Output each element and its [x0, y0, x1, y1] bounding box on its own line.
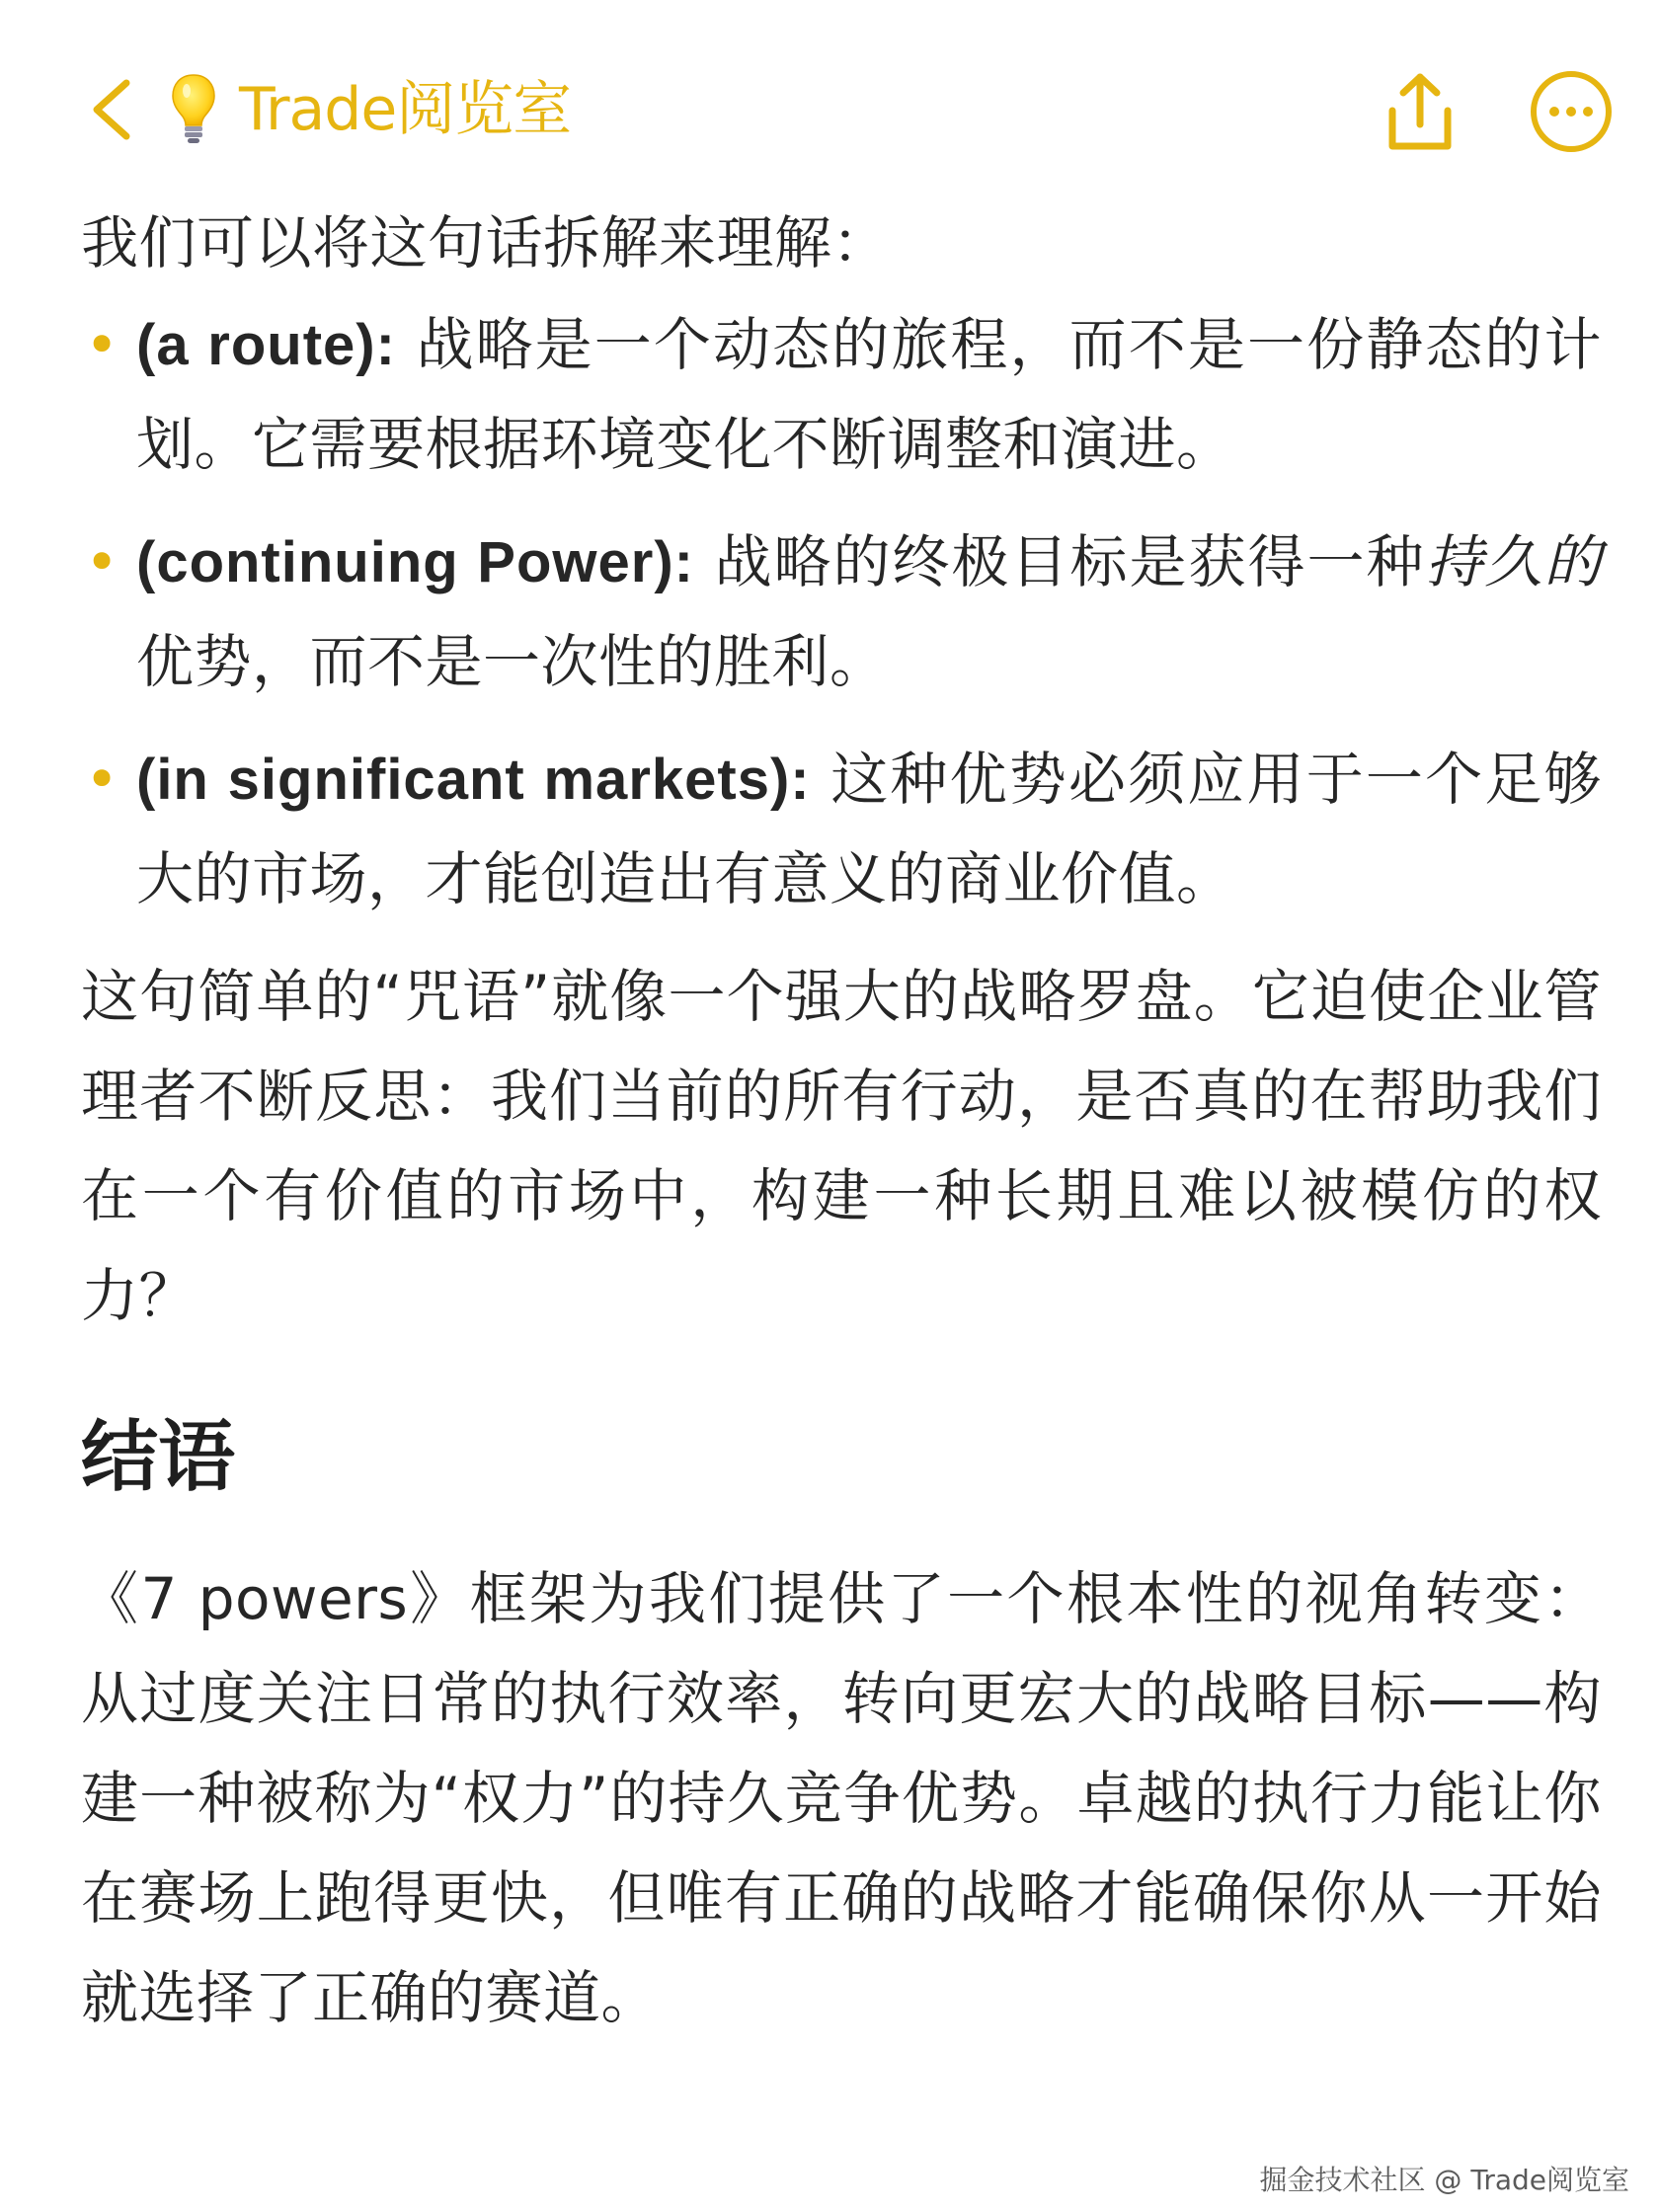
- share-upload-icon[interactable]: [1379, 69, 1462, 154]
- bullet-text: 战略的终极目标是获得一种: [694, 528, 1426, 595]
- bullet-list: [81, 295, 1602, 929]
- summary-paragraph: 这句简单的“咒语”就像一个强大的战略罗盘。它迫使企业管理者不断反思：我们当前的所有行动，是否真的在帮助我们在一个有价值的市场中，构建一种长期且难以被模仿的权力？: [81, 963, 1602, 1329]
- note-header: [0, 0, 1659, 198]
- intro-paragraph: 我们可以将这句话拆解来理解：: [81, 209, 891, 276]
- section-heading: 结语: [81, 1413, 236, 1502]
- bullet-text: 优势，而不是一次性的胜利。: [136, 628, 888, 695]
- bullet-item: [81, 730, 1602, 929]
- lightbulb-icon: [170, 71, 217, 146]
- more-ellipsis-icon[interactable]: [1529, 69, 1614, 154]
- bullet-text: 战略是一个动态的旅程，而不是一份静态的计划。它需要根据环境变化不断调整和演进。: [136, 311, 1602, 478]
- bullet-text: 这种优势必须应用于一个足够大的市场，才能创造出有意义的商业价值。: [136, 746, 1602, 912]
- back-chevron-icon[interactable]: [83, 75, 142, 144]
- bullet-emphasis: 持久的: [1425, 528, 1602, 595]
- notebook-title[interactable]: Trade阅览室: [239, 75, 572, 144]
- bullet-term: (in significant markets):: [136, 748, 811, 812]
- bullet-item: [81, 295, 1602, 495]
- watermark: 掘金技术社区 @ Trade阅览室: [1259, 2164, 1629, 2196]
- bullet-term: (a route):: [136, 313, 396, 377]
- bullet-term: (continuing Power):: [136, 530, 694, 594]
- bullet-dot-icon: •: [85, 528, 119, 595]
- bullet-dot-icon: •: [85, 746, 119, 813]
- bullet-dot-icon: •: [85, 311, 119, 378]
- note-body[interactable]: [81, 194, 1602, 2048]
- conclusion-paragraph: 《7 powers》框架为我们提供了一个根本性的视角转变：从过度关注日常的执行效率，转向更宏大的战略目标——构建一种被称为“权力”的持久竞争优势。卓越的执行力能让你在赛场上跑得更快，但唯有正确的战略才能确保你从一开始就选择了正确的赛道。: [81, 1565, 1602, 2031]
- bullet-item: [81, 513, 1602, 712]
